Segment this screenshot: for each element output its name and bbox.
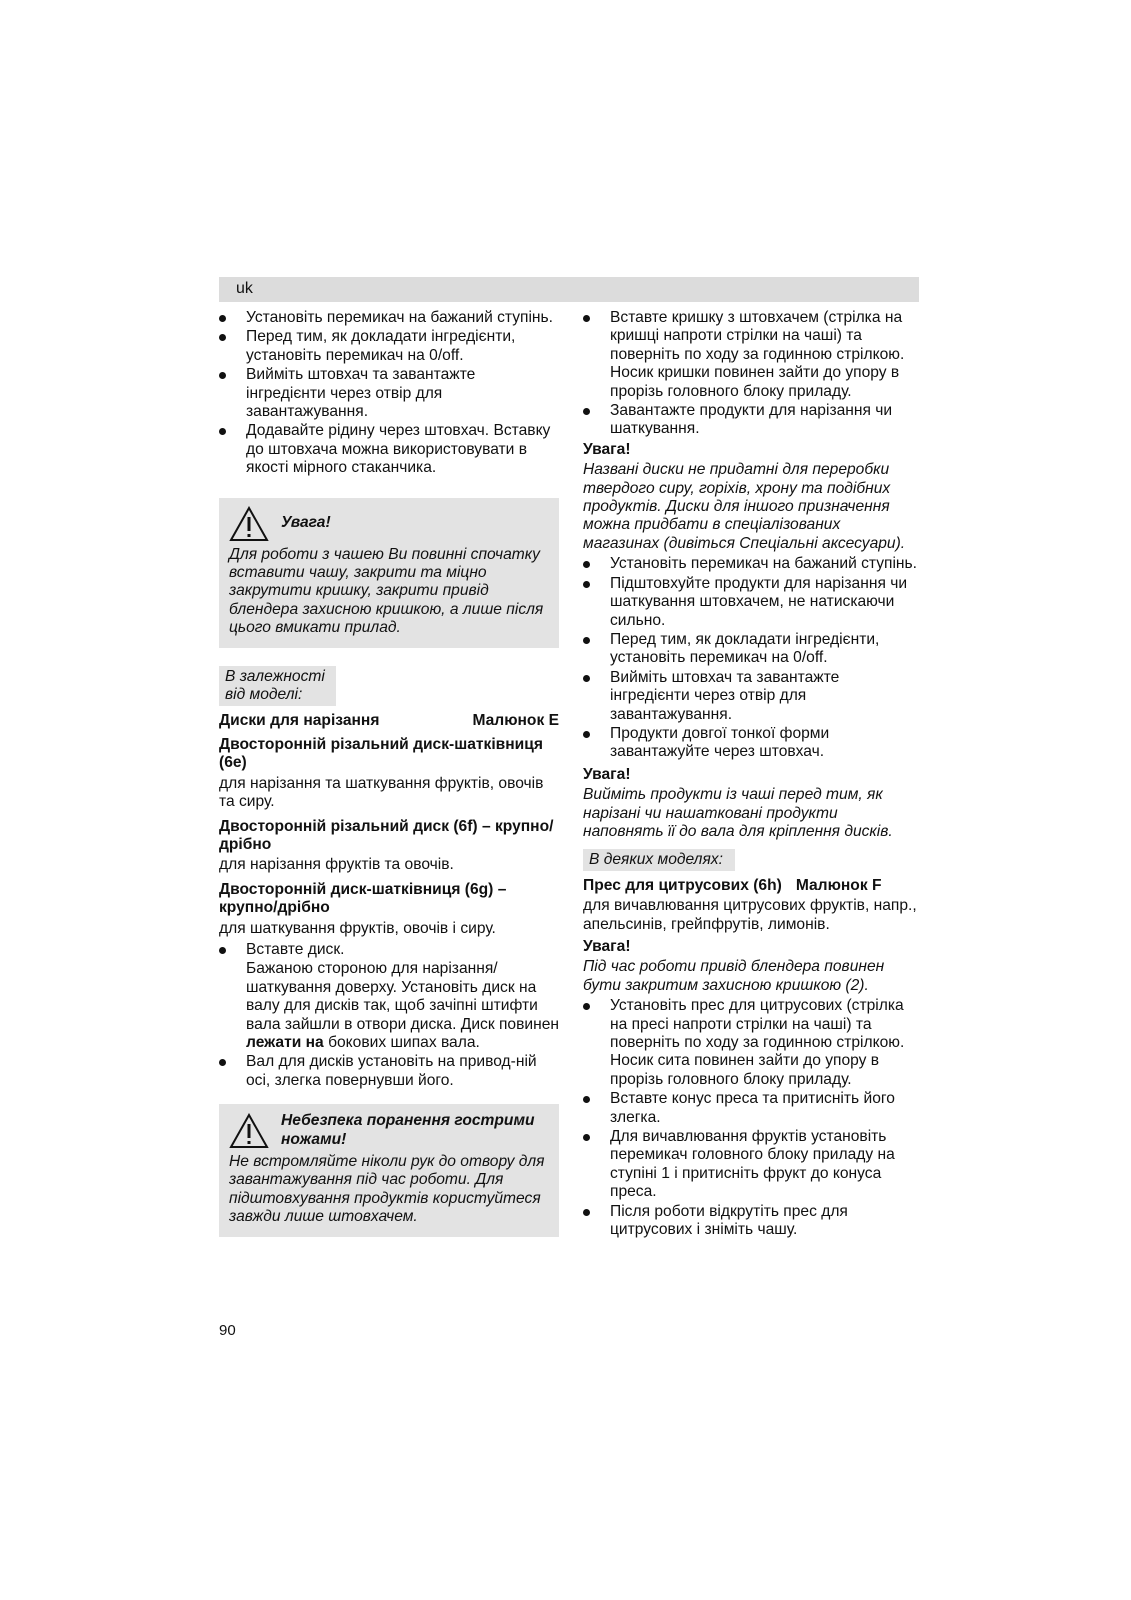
list-item: Перед тим, як докладати інгредієнти, установіть перемикач на 0/off.: [219, 328, 559, 365]
figure-reference: Малюнок E: [472, 711, 559, 729]
model-note-tag: В деяких моделях:: [583, 849, 735, 870]
list-item: Підштовхуйте продукти для нарізання чи шаткування штовхачем, не натискаючи сильно.: [583, 575, 919, 630]
warning-title: Небезпека поранення гострими ножами!: [281, 1112, 535, 1148]
list-item: Вставте кришку з штовхачем (стрілка на кришці напроти стрілки на чаші) та поверніть по ходу за годинною стрілкою. Носик кришки повинен зайти до упору в прорізь головного блоку приладу.: [583, 309, 919, 401]
warning-text: Не встромляйте ніколи рук до отвору для завантажування під час роботи. Для підштовхування продуктів користуйтеся завжди лише штовхачем.: [229, 1153, 545, 1226]
list-item: Установіть прес для цитрусових (стрілка на пресі напроти стрілки на чаші) та поверніть по ходу за годинною стрілкою. Носик сита повинен зайти до упору в прорізь головного блоку приладу.: [583, 997, 919, 1089]
section-heading-discs: [219, 712, 559, 730]
disc-6e-title: Двосторонній різальний диск-шатківниця (6e): [219, 735, 543, 772]
disc-6g-description: для шаткування фруктів, овочів і сиру.: [219, 919, 496, 937]
list-item: Вийміть штовхач та завантажте інгредієнти через отвір для завантажування.: [583, 669, 919, 724]
list-item: Завантажте продукти для нарізання чи шаткування.: [583, 402, 919, 439]
list-item: Перед тим, як докладати інгредієнти, установіть перемикач на 0/off.: [583, 631, 919, 668]
language-header-bar: [219, 277, 919, 302]
press-description: для вичавлювання цитрусових фруктів, напр., апельсинів, грейпфрутів, лимонів.: [583, 897, 917, 933]
warning-text: Для роботи з чашею Ви повинні спочатку вставити чашу, закрити та міцно закрутити кришку, закрити привід блендера захисною кришкою, а лише після цього вмикати прилад.: [229, 545, 544, 637]
list-item: Для вичавлювання фруктів установіть перемикач головного блоку приладу на ступіні 1 і притисніть фрукт до конуса преса.: [583, 1128, 919, 1202]
attention-title: Увага!: [583, 765, 631, 783]
insert-disc-details: Бажаною стороною для нарізання/ шаткування доверху. Установіть диск на валу для дисків так, щоб зачіпні штифти вала зайшли в отвори диска. Диск повинен лежати на бокових шипах вала.: [246, 960, 559, 1051]
disc-6e-description: для нарізання та шаткування фруктів, овочів та сиру.: [219, 774, 544, 811]
page-number: 90: [219, 1322, 236, 1339]
attention-title: Увага!: [583, 938, 631, 955]
warning-box-danger: [219, 1104, 559, 1236]
attention-title: Увага!: [583, 440, 631, 458]
language-code: uk: [236, 280, 253, 297]
list-item: Вийміть штовхач та завантажте інгредієнти через отвір для завантажування.: [219, 366, 559, 421]
list-item: Вставте конус преса та притисніть його злегка.: [583, 1090, 919, 1127]
list-item: Після роботи відкрутіть прес для цитрусових і зніміть чашу.: [583, 1203, 919, 1240]
disc-6f-description: для нарізання фруктів та овочів.: [219, 856, 454, 874]
warning-title: Увага!: [281, 514, 331, 532]
list-item: [219, 941, 559, 1052]
figure-reference: Малюнок F: [795, 876, 882, 894]
section-title: Прес для цитрусових (6h): [583, 876, 782, 894]
model-note-tag: В залежності від моделі:: [219, 666, 336, 706]
list-item: Додавайте рідину через штовхач. Вставку до штовхача можна використовувати в якості мірного стаканчика.: [219, 422, 559, 477]
section-heading-press: [583, 877, 919, 895]
warning-box-attention: [219, 498, 559, 648]
right-column: [583, 309, 919, 1241]
warning-triangle-icon: [229, 1113, 269, 1149]
section-title: Диски для нарізання: [219, 711, 380, 729]
disc-6g-title: Двосторонній диск-шатківниця (6g) – крупно/дрібно: [219, 880, 507, 917]
warning-triangle-icon: [229, 506, 269, 542]
list-item: Установіть перемикач на бажаний ступінь.: [583, 555, 919, 573]
attention-text: Під час роботи привід блендера повинен бути закритим захисною кришкою (2).: [583, 958, 885, 994]
insert-disc-step: Вставте диск.: [246, 940, 345, 958]
list-item: Продукти довгої тонкої форми завантажуйте через штовхач.: [583, 725, 919, 762]
attention-text: Названі диски не придатні для переробки твердого сиру, горіхів, хрону та подібних продуктів. Диски для іншого призначення можна придбати в спеціалізованих магазинах (дивіться Спеціальні аксесуари).: [583, 461, 906, 552]
list-item: Вал для дисків установіть на привод-ній осі, злегка повернувши його.: [219, 1053, 559, 1090]
disc-6f-title: Двосторонній різальний диск (6f) – крупно/дрібно: [219, 817, 554, 853]
attention-text: Вийміть продукти із чаші перед тим, як нарізані чи нашатковані продукти наповнять її до вала для кріплення дисків.: [583, 786, 893, 840]
left-column: [219, 309, 559, 1237]
list-item: Установіть перемикач на бажаний ступінь.: [219, 309, 559, 327]
